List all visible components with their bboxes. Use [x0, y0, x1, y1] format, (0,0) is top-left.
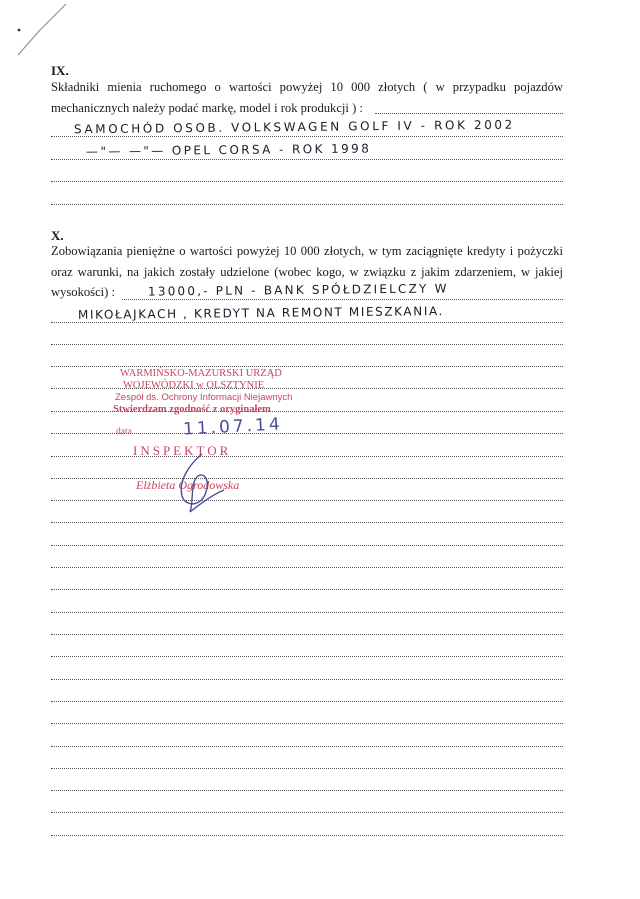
section-x-text: Zobowiązania pieniężne o wartości powyżej 10 000 złotych, w tym zaciągnięte kredyty i pożyczki oraz warunki, na jakich zostały udzielone (wobec kogo, w związku z jakim zdarzeniem, w jakiej wysokości) :: [51, 244, 563, 299]
dotted-line: [51, 545, 563, 546]
dotted-line: [51, 567, 563, 568]
dotted-line: [51, 478, 563, 479]
section-ix-number: IX.: [51, 63, 69, 78]
dotted-line: [51, 500, 563, 501]
corner-pen-mark: [0, 0, 80, 70]
dotted-line: [51, 456, 563, 457]
section-ix-text: Składniki mienia ruchomego o wartości powyżej 10 000 złotych ( w przypadku pojazdów mechanicznych należy podać markę, model i rok produkcji ) :: [51, 80, 563, 115]
signature-icon: [160, 450, 270, 520]
dotted-line: [51, 768, 563, 769]
stamp-date-value: 11.07.14: [182, 414, 284, 440]
dotted-line: [51, 136, 563, 137]
stamp-office-line-2: WOJEWÓDZKI w OLSZTYNIE: [123, 380, 265, 391]
stamp-certification: Stwierdzam zgodność z oryginałem: [113, 404, 271, 415]
stamp-office-line-1: WARMIŃSKO-MAZURSKI URZĄD: [120, 368, 282, 379]
stamp-name: Elżbieta Ogrodowska: [136, 478, 240, 492]
dotted-line: [51, 612, 563, 613]
stamp-department: Zespół ds. Ochrony Informacji Niejawnych: [115, 392, 293, 403]
dotted-line: [51, 656, 563, 657]
stamp-date-label: data: [116, 427, 132, 437]
handwritten-liability-2: MIKOŁAJKACH , KREDYT NA REMONT MIESZKANIA.: [77, 304, 445, 322]
dotted-line: [51, 344, 563, 345]
dotted-line: [51, 723, 563, 724]
dotted-line: [51, 790, 563, 791]
dotted-line: [51, 159, 563, 160]
stamp-title: INSPEKTOR: [133, 443, 232, 458]
dotted-line: [51, 522, 563, 523]
dotted-line: [51, 322, 563, 323]
dotted-line: [122, 299, 563, 300]
handwritten-vehicle-1: SAMOCHÓD OSOB. VOLKSWAGEN GOLF IV - ROK 2002: [73, 117, 515, 137]
dotted-line: [51, 204, 563, 205]
dotted-line: [51, 746, 563, 747]
handwritten-liability-1: 13000,- PLN - BANK SPÓŁDZIELCZY W: [147, 281, 449, 299]
dotted-line: [51, 812, 563, 813]
section-x-number: X.: [51, 228, 64, 243]
dotted-line: [375, 113, 563, 114]
dotted-line: [51, 589, 563, 590]
dotted-line: [51, 634, 563, 635]
dotted-line: [51, 679, 563, 680]
dotted-line: [51, 181, 563, 182]
dotted-line: [51, 366, 563, 367]
dotted-line: [51, 835, 563, 836]
handwritten-vehicle-2: —"— —"— OPEL CORSA - ROK 1998: [85, 141, 372, 159]
dotted-line: [51, 701, 563, 702]
